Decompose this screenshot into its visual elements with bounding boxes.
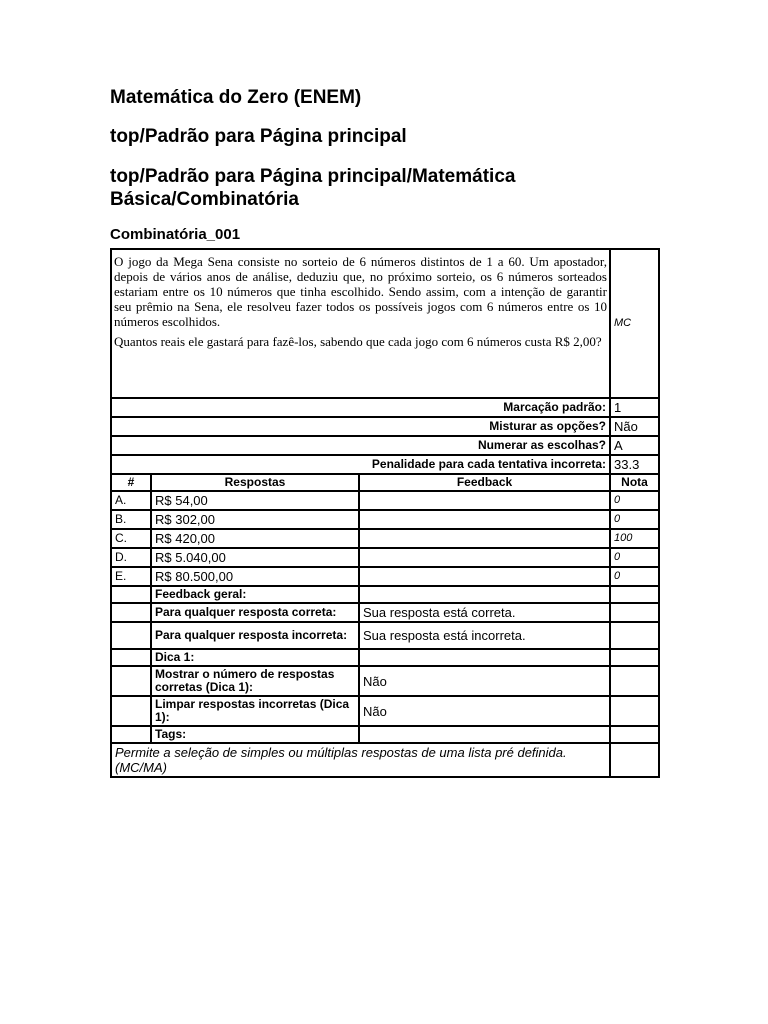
general-feedback-label: Feedback geral: bbox=[151, 586, 359, 603]
question-paragraph-2: Quantos reais ele gastará para fazê-los, sabendo que cada jogo com 6 números custa R$ 2,00? bbox=[114, 334, 602, 349]
property-value: A bbox=[610, 436, 659, 455]
answer-row bbox=[111, 567, 659, 586]
correct-feedback-label: Para qualquer resposta correta: bbox=[151, 603, 359, 622]
question-name: Combinatória_001 bbox=[110, 226, 241, 243]
answer-letter: D. bbox=[111, 548, 151, 567]
answer-letter: E. bbox=[111, 567, 151, 586]
answer-feedback bbox=[359, 548, 610, 567]
answer-row bbox=[111, 548, 659, 567]
question-table bbox=[110, 248, 660, 778]
incorrect-feedback-label: Para qualquer resposta incorreta: bbox=[151, 622, 359, 649]
answer-feedback bbox=[359, 491, 610, 510]
answer-text: R$ 302,00 bbox=[151, 510, 359, 529]
column-header-row bbox=[111, 474, 659, 491]
property-row bbox=[111, 455, 659, 474]
property-value: 33.3 bbox=[610, 455, 659, 474]
answer-grade: 0 bbox=[610, 510, 659, 529]
answer-text: R$ 54,00 bbox=[151, 491, 359, 510]
answer-row bbox=[111, 529, 659, 548]
incorrect-feedback-row bbox=[111, 622, 659, 649]
answer-row bbox=[111, 510, 659, 529]
column-header-feedback: Feedback bbox=[359, 474, 610, 491]
general-feedback-row bbox=[111, 586, 659, 603]
correct-feedback-text: Sua resposta está correta. bbox=[359, 603, 610, 622]
answer-grade: 0 bbox=[610, 567, 659, 586]
property-label: Marcação padrão: bbox=[111, 398, 610, 417]
answer-text: R$ 80.500,00 bbox=[151, 567, 359, 586]
answer-feedback bbox=[359, 529, 610, 548]
property-row bbox=[111, 398, 659, 417]
tags-row bbox=[111, 726, 659, 743]
tags-label: Tags: bbox=[151, 726, 359, 743]
type-description-row bbox=[111, 743, 659, 777]
answer-grade: 0 bbox=[610, 491, 659, 510]
category-path-heading: top/Padrão para Página principal/Matemática Básica/Combinatória bbox=[110, 166, 516, 210]
property-value: 1 bbox=[610, 398, 659, 417]
property-label: Misturar as opções? bbox=[111, 417, 610, 436]
answer-text: R$ 420,00 bbox=[151, 529, 359, 548]
course-title: Matemática do Zero (ENEM) bbox=[110, 87, 362, 108]
hint-row bbox=[111, 649, 659, 666]
clear-wrong-value: Não bbox=[359, 696, 610, 726]
column-header-answers: Respostas bbox=[151, 474, 359, 491]
answer-text: R$ 5.040,00 bbox=[151, 548, 359, 567]
question-text bbox=[111, 249, 610, 398]
question-type-description: Permite a seleção de simples ou múltiplas respostas de uma lista pré definida. (MC/MA) bbox=[111, 743, 610, 777]
hint-label: Dica 1: bbox=[151, 649, 359, 666]
show-num-correct-label: Mostrar o número de respostas corretas (Dica 1): bbox=[151, 666, 359, 696]
answer-grade: 100 bbox=[610, 529, 659, 548]
property-label: Numerar as escolhas? bbox=[111, 436, 610, 455]
column-header-grade: Nota bbox=[610, 474, 659, 491]
answer-grade: 0 bbox=[610, 548, 659, 567]
answer-feedback bbox=[359, 567, 610, 586]
correct-feedback-row bbox=[111, 603, 659, 622]
show-num-correct-row bbox=[111, 666, 659, 696]
clear-wrong-label: Limpar respostas incorretas (Dica 1): bbox=[151, 696, 359, 726]
clear-wrong-row bbox=[111, 696, 659, 726]
answer-letter: A. bbox=[111, 491, 151, 510]
incorrect-feedback-text: Sua resposta está incorreta. bbox=[359, 622, 610, 649]
show-num-correct-value: Não bbox=[359, 666, 610, 696]
property-row bbox=[111, 417, 659, 436]
question-stem-row bbox=[111, 249, 659, 398]
property-value: Não bbox=[610, 417, 659, 436]
question-type-code: MC bbox=[610, 249, 659, 398]
property-label: Penalidade para cada tentativa incorreta: bbox=[111, 455, 610, 474]
column-header-number: # bbox=[111, 474, 151, 491]
answer-feedback bbox=[359, 510, 610, 529]
property-row bbox=[111, 436, 659, 455]
answer-letter: C. bbox=[111, 529, 151, 548]
question-paragraph-1: O jogo da Mega Sena consiste no sorteio de 6 números distintos de 1 a 60. Um apostador, depois de vários anos de análise, deduziu que, no próximo sorteio, os 6 números sorteados estariam entre os 10 números que tinha escolhido. Sendo assim, com a intenção de garantir seu prêmio na Sena, ele resolveu fazer todos os possíveis jogos com 6 números entre os 10 números escolhidos. bbox=[114, 254, 607, 329]
category-top-heading: top/Padrão para Página principal bbox=[110, 126, 407, 147]
answer-row bbox=[111, 491, 659, 510]
answer-letter: B. bbox=[111, 510, 151, 529]
